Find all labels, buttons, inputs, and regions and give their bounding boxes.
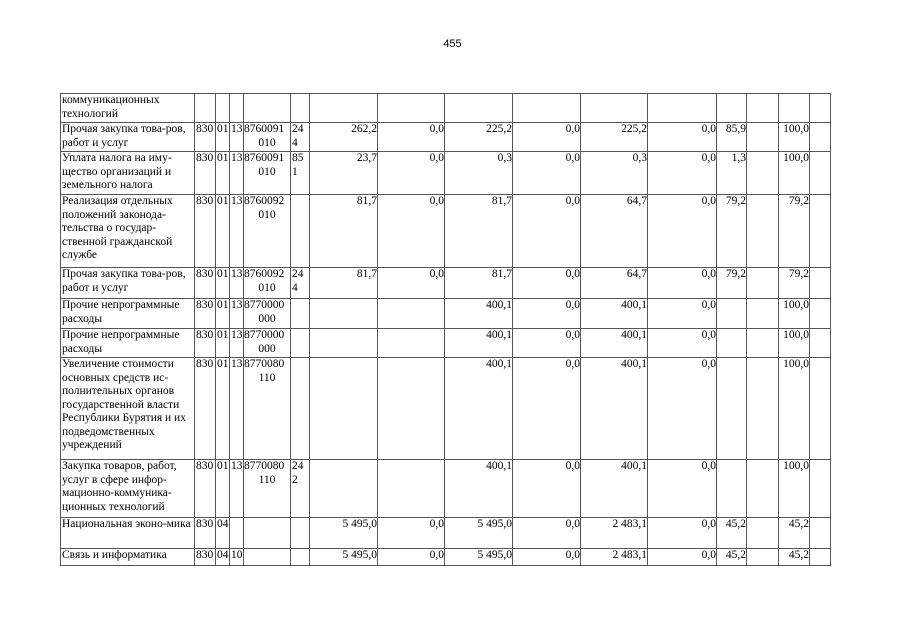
value-cell	[378, 299, 445, 329]
value-cell: 0,0	[378, 268, 445, 299]
target-article-suffix: 010	[258, 165, 276, 178]
section-code-cell: 04	[216, 549, 230, 566]
item-name-cell: Закупка товаров, работ, услуг в сфере инфор-мационно-коммуника-ционных технологий	[61, 460, 195, 518]
value-cell: 0,0	[513, 195, 581, 268]
empty-cell	[747, 518, 779, 549]
target-article-code: 8770080	[244, 460, 285, 472]
expense-type-cell: 242	[291, 460, 310, 518]
section-code-cell: 01	[216, 329, 230, 358]
empty-cell	[810, 195, 831, 268]
empty-cell	[810, 94, 831, 123]
target-article-suffix: 110	[258, 473, 276, 486]
subsection-code-cell: 13	[230, 123, 244, 152]
percent-cell: 100,0	[779, 329, 810, 358]
subsection-code-cell	[230, 94, 244, 123]
value-cell: 23,7	[310, 152, 378, 195]
empty-cell	[810, 549, 831, 566]
empty-cell	[747, 152, 779, 195]
empty-cell	[747, 299, 779, 329]
target-article-code: 8770080	[244, 358, 285, 370]
expense-type-cell: 244	[291, 268, 310, 299]
empty-cell	[747, 549, 779, 566]
empty-cell	[747, 94, 779, 123]
value-cell: 0,3	[445, 152, 513, 195]
empty-cell	[810, 329, 831, 358]
subsection-code-cell	[230, 518, 244, 549]
value-cell: 0,0	[513, 123, 581, 152]
percent-cell: 45,2	[717, 518, 747, 549]
percent-cell: 85,9	[717, 123, 747, 152]
value-cell	[310, 329, 378, 358]
grbs-code-cell: 830	[195, 299, 216, 329]
value-cell: 0,0	[378, 152, 445, 195]
value-cell: 400,1	[445, 299, 513, 329]
percent-cell: 79,2	[717, 195, 747, 268]
expense-type-cell	[291, 299, 310, 329]
value-cell: 0,0	[648, 518, 717, 549]
empty-cell	[747, 268, 779, 299]
value-cell: 5 495,0	[310, 518, 378, 549]
percent-cell	[779, 94, 810, 123]
empty-cell	[810, 152, 831, 195]
value-cell: 0,0	[513, 152, 581, 195]
value-cell	[648, 94, 717, 123]
target-article-suffix: 010	[258, 136, 276, 149]
target-article-code: 8770000	[244, 299, 285, 311]
grbs-code-cell: 830	[195, 329, 216, 358]
value-cell: 262,2	[310, 123, 378, 152]
percent-cell: 100,0	[779, 123, 810, 152]
percent-cell: 1,3	[717, 152, 747, 195]
expense-type-cell	[291, 94, 310, 123]
empty-cell	[810, 123, 831, 152]
table-row	[61, 549, 831, 566]
value-cell: 0,0	[648, 329, 717, 358]
value-cell	[445, 94, 513, 123]
value-cell: 0,0	[513, 299, 581, 329]
value-cell: 0,0	[513, 549, 581, 566]
value-cell	[378, 94, 445, 123]
target-article-cell	[244, 94, 291, 123]
item-name-cell: Прочие непрограммные расходы	[61, 329, 195, 358]
target-article-cell	[244, 329, 291, 358]
expense-type-cell	[291, 549, 310, 566]
percent-cell: 100,0	[779, 299, 810, 329]
value-cell	[378, 329, 445, 358]
value-cell: 400,1	[581, 329, 648, 358]
empty-cell	[810, 518, 831, 549]
subsection-code-cell: 13	[230, 358, 244, 460]
percent-cell	[717, 329, 747, 358]
percent-cell	[717, 460, 747, 518]
value-cell: 0,0	[648, 268, 717, 299]
target-article-suffix: 000	[258, 312, 276, 325]
value-cell: 400,1	[581, 460, 648, 518]
percent-cell	[717, 94, 747, 123]
target-article-cell	[244, 268, 291, 299]
section-code-cell: 04	[216, 518, 230, 549]
value-cell: 81,7	[445, 268, 513, 299]
subsection-code-cell: 13	[230, 460, 244, 518]
section-code-cell: 01	[216, 268, 230, 299]
item-name-cell: коммуникационных технологий	[61, 94, 195, 123]
target-article-code: 8760091	[244, 123, 285, 135]
table-row	[61, 152, 831, 195]
target-article-suffix: 010	[258, 208, 276, 221]
value-cell: 0,0	[378, 518, 445, 549]
percent-cell: 79,2	[779, 268, 810, 299]
value-cell	[310, 358, 378, 460]
section-code-cell: 01	[216, 123, 230, 152]
table-row	[61, 94, 831, 123]
empty-cell	[747, 460, 779, 518]
value-cell: 0,0	[648, 549, 717, 566]
table-row	[61, 518, 831, 549]
expense-type-cell	[291, 358, 310, 460]
item-name-cell: Реализация отдельных положений законода-тельства о государ-ственной гражданской службе	[61, 195, 195, 268]
value-cell	[310, 460, 378, 518]
target-article-cell	[244, 123, 291, 152]
target-article-code: 8760091	[244, 152, 285, 164]
value-cell: 81,7	[310, 195, 378, 268]
target-article-cell	[244, 460, 291, 518]
percent-cell: 100,0	[779, 460, 810, 518]
value-cell: 0,0	[513, 329, 581, 358]
empty-cell	[747, 329, 779, 358]
value-cell: 2 483,1	[581, 518, 648, 549]
value-cell: 0,0	[648, 152, 717, 195]
target-article-suffix: 010	[258, 281, 276, 294]
page-number: 455	[443, 38, 462, 50]
item-name-cell: Национальная эконо-мика	[61, 518, 195, 549]
target-article-code: 8760092	[244, 195, 285, 207]
target-article-cell	[244, 195, 291, 268]
value-cell	[378, 460, 445, 518]
value-cell: 0,0	[648, 460, 717, 518]
target-article-cell	[244, 152, 291, 195]
percent-cell: 100,0	[779, 358, 810, 460]
item-name-cell: Прочая закупка това-ров, работ и услуг	[61, 123, 195, 152]
value-cell: 0,0	[513, 268, 581, 299]
value-cell: 400,1	[581, 358, 648, 460]
subsection-code-cell: 13	[230, 152, 244, 195]
percent-cell: 45,2	[779, 518, 810, 549]
value-cell: 400,1	[445, 358, 513, 460]
empty-cell	[747, 358, 779, 460]
empty-cell	[747, 195, 779, 268]
value-cell: 400,1	[445, 329, 513, 358]
table-row	[61, 195, 831, 268]
percent-cell	[717, 358, 747, 460]
value-cell: 64,7	[581, 268, 648, 299]
section-code-cell: 01	[216, 195, 230, 268]
table-row	[61, 329, 831, 358]
target-article-suffix: 000	[258, 342, 276, 355]
grbs-code-cell: 830	[195, 460, 216, 518]
percent-cell: 45,2	[717, 549, 747, 566]
subsection-code-cell: 13	[230, 268, 244, 299]
value-cell: 0,0	[513, 518, 581, 549]
value-cell: 0,0	[648, 358, 717, 460]
item-name-cell: Связь и информатика	[61, 549, 195, 566]
value-cell: 0,0	[378, 123, 445, 152]
expense-type-cell	[291, 518, 310, 549]
value-cell: 81,7	[445, 195, 513, 268]
value-cell: 5 495,0	[445, 549, 513, 566]
expense-type-cell	[291, 195, 310, 268]
percent-cell: 100,0	[779, 152, 810, 195]
percent-cell	[717, 299, 747, 329]
value-cell: 2 483,1	[581, 549, 648, 566]
value-cell: 81,7	[310, 268, 378, 299]
value-cell: 5 495,0	[310, 549, 378, 566]
subsection-code-cell: 13	[230, 195, 244, 268]
value-cell: 64,7	[581, 195, 648, 268]
budget-table	[60, 93, 831, 566]
value-cell: 0,3	[581, 152, 648, 195]
target-article-cell	[244, 518, 291, 549]
item-name-cell: Увеличение стоимости основных средств ис-полнительных органов государственной власти Республики Бурятия и их подведомственных учреждений	[61, 358, 195, 460]
table-row	[61, 358, 831, 460]
table-row	[61, 123, 831, 152]
value-cell: 5 495,0	[445, 518, 513, 549]
subsection-code-cell: 10	[230, 549, 244, 566]
value-cell: 0,0	[378, 549, 445, 566]
value-cell: 0,0	[513, 358, 581, 460]
target-article-cell	[244, 358, 291, 460]
target-article-cell	[244, 549, 291, 566]
value-cell	[310, 94, 378, 123]
empty-cell	[747, 123, 779, 152]
expense-type-cell: 851	[291, 152, 310, 195]
grbs-code-cell: 830	[195, 152, 216, 195]
grbs-code-cell: 830	[195, 195, 216, 268]
subsection-code-cell: 13	[230, 299, 244, 329]
target-article-code: 8760092	[244, 268, 285, 280]
value-cell: 0,0	[513, 460, 581, 518]
value-cell	[581, 94, 648, 123]
table-row	[61, 299, 831, 329]
item-name-cell: Прочая закупка това-ров, работ и услуг	[61, 268, 195, 299]
grbs-code-cell: 830	[195, 358, 216, 460]
value-cell: 400,1	[581, 299, 648, 329]
item-name-cell: Прочие непрограммные расходы	[61, 299, 195, 329]
section-code-cell: 01	[216, 358, 230, 460]
empty-cell	[810, 268, 831, 299]
target-article-code: 8770000	[244, 329, 285, 341]
percent-cell: 79,2	[779, 195, 810, 268]
grbs-code-cell: 830	[195, 518, 216, 549]
empty-cell	[810, 460, 831, 518]
grbs-code-cell: 830	[195, 123, 216, 152]
value-cell: 0,0	[648, 299, 717, 329]
target-article-cell	[244, 299, 291, 329]
value-cell: 0,0	[648, 123, 717, 152]
percent-cell: 45,2	[779, 549, 810, 566]
value-cell	[310, 299, 378, 329]
value-cell: 225,2	[445, 123, 513, 152]
empty-cell	[810, 358, 831, 460]
section-code-cell	[216, 94, 230, 123]
table-body	[61, 94, 831, 566]
table-row	[61, 460, 831, 518]
value-cell	[513, 94, 581, 123]
grbs-code-cell: 830	[195, 268, 216, 299]
value-cell: 0,0	[378, 195, 445, 268]
value-cell: 400,1	[445, 460, 513, 518]
section-code-cell: 01	[216, 152, 230, 195]
target-article-suffix: 110	[258, 371, 276, 384]
table-row	[61, 268, 831, 299]
expense-type-cell	[291, 329, 310, 358]
section-code-cell: 01	[216, 460, 230, 518]
percent-cell: 79,2	[717, 268, 747, 299]
expense-type-cell: 244	[291, 123, 310, 152]
item-name-cell: Уплата налога на иму-щество организаций и земельного налога	[61, 152, 195, 195]
grbs-code-cell: 830	[195, 549, 216, 566]
section-code-cell: 01	[216, 299, 230, 329]
value-cell: 225,2	[581, 123, 648, 152]
subsection-code-cell: 13	[230, 329, 244, 358]
value-cell	[378, 358, 445, 460]
value-cell: 0,0	[648, 195, 717, 268]
grbs-code-cell	[195, 94, 216, 123]
empty-cell	[810, 299, 831, 329]
